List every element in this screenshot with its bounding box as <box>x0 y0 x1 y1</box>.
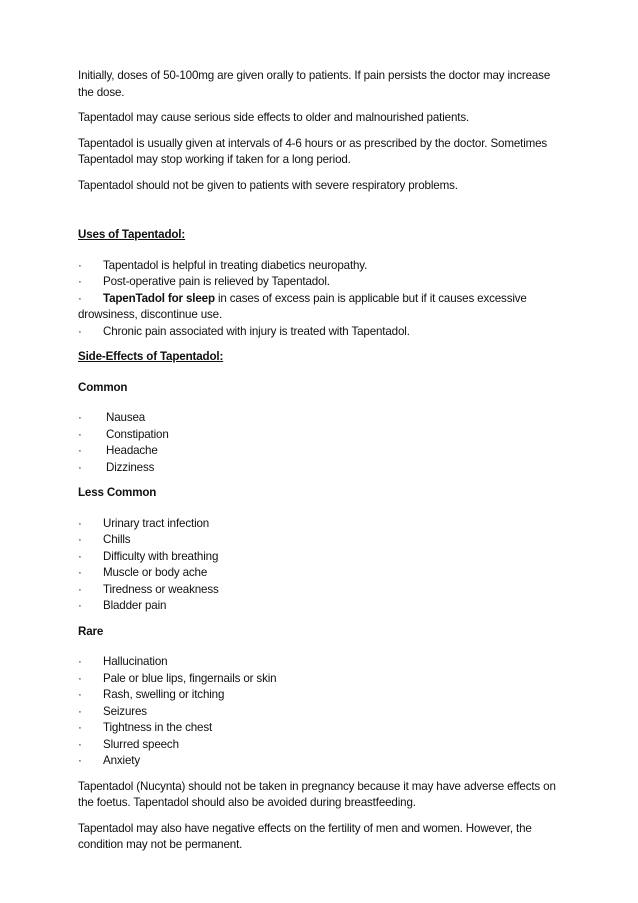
paragraph-dosage: Initially, doses of 50-100mg are given orally to patients. If pain persists the doctor may increase the dose. <box>78 69 551 99</box>
list-item: · Tightness in the chest <box>78 720 568 737</box>
paragraph-side-effects-elderly: Tapentadol may cause serious side effects to older and malnourished patients. <box>78 111 470 124</box>
list-item: · Chronic pain associated with injury is treated with Tapentadol. <box>78 324 568 341</box>
bullet: · <box>78 655 82 668</box>
less-common-list <box>78 516 568 615</box>
uses-list <box>78 258 568 341</box>
bullet: · <box>78 599 82 612</box>
common-list <box>78 410 568 476</box>
list-item: · Rash, swelling or itching <box>78 687 568 704</box>
side-effects-heading: Side-Effects of Tapentadol: <box>78 350 224 363</box>
bullet: · <box>78 275 82 288</box>
paragraph-fertility: Tapentadol may also have negative effects on the fertility of men and women. However, the condition may not be permanent. <box>78 821 532 851</box>
list-item: · Bladder pain <box>78 598 568 615</box>
bullet: · <box>78 721 82 734</box>
bullet: · <box>78 671 82 685</box>
paragraph-pregnancy: Tapentadol (Nucynta) should not be taken in pregnancy because it may have adverse effects on the foetus. Tapentadol should also be avoided during breastfeeding. <box>78 779 556 809</box>
rare-list <box>78 654 568 770</box>
list-item: · Difficulty with breathing <box>78 549 568 566</box>
bullet: · <box>78 549 82 563</box>
uses-heading: Uses of Tapentadol: <box>78 228 186 241</box>
bold-phrase: TapenTadol for sleep <box>103 291 215 305</box>
list-item: · Tapentadol is helpful in treating diabetics neuropathy. <box>78 258 568 275</box>
list-item: · Muscle or body ache <box>78 565 568 582</box>
bullet: · <box>78 444 82 457</box>
paragraph-respiratory: Tapentadol should not be given to patients with severe respiratory problems. <box>78 178 458 192</box>
list-item: · TapenTadol for sleep in cases of excess pain is applicable but if it causes excessive drowsiness, discontinue use. <box>78 291 527 321</box>
list-item: · Pale or blue lips, fingernails or skin <box>78 671 568 688</box>
list-item: · Urinary tract infection <box>78 516 568 533</box>
bullet: · <box>78 737 82 751</box>
bullet: · <box>78 688 82 701</box>
common-label: Common <box>78 380 128 394</box>
list-item: · Hallucination <box>78 654 568 671</box>
list-item: · Anxiety <box>78 753 568 770</box>
bullet: · <box>78 291 82 305</box>
list-item: · Seizures <box>78 704 568 721</box>
bullet: · <box>78 754 82 767</box>
bullet: · <box>78 533 82 546</box>
list-item: · Nausea <box>78 410 568 427</box>
document-page <box>78 68 568 863</box>
list-item: · Post-operative pain is relieved by Tapentadol. <box>78 274 568 291</box>
bullet: · <box>78 258 82 272</box>
list-item: · Slurred speech <box>78 737 568 754</box>
bullet: · <box>78 324 82 338</box>
bullet: · <box>78 427 82 441</box>
rare-label: Rare <box>78 624 104 638</box>
list-item: · Dizziness <box>78 460 568 477</box>
bullet: · <box>78 460 82 474</box>
bullet: · <box>78 516 82 530</box>
list-item: · Chills <box>78 532 568 549</box>
list-item: · Headache <box>78 443 568 460</box>
spacer <box>78 203 568 227</box>
list-item: · Tiredness or weakness <box>78 582 568 599</box>
bullet: · <box>78 411 82 424</box>
list-item: · Constipation <box>78 427 568 444</box>
paragraph-intervals: Tapentadol is usually given at intervals of 4-6 hours or as prescribed by the doctor. Sometimes Tapentadol may stop working if taken for a long period. <box>78 136 548 166</box>
less-common-label: Less Common <box>78 486 157 499</box>
bullet: · <box>78 566 82 579</box>
bullet: · <box>78 704 82 718</box>
bullet: · <box>78 582 82 596</box>
